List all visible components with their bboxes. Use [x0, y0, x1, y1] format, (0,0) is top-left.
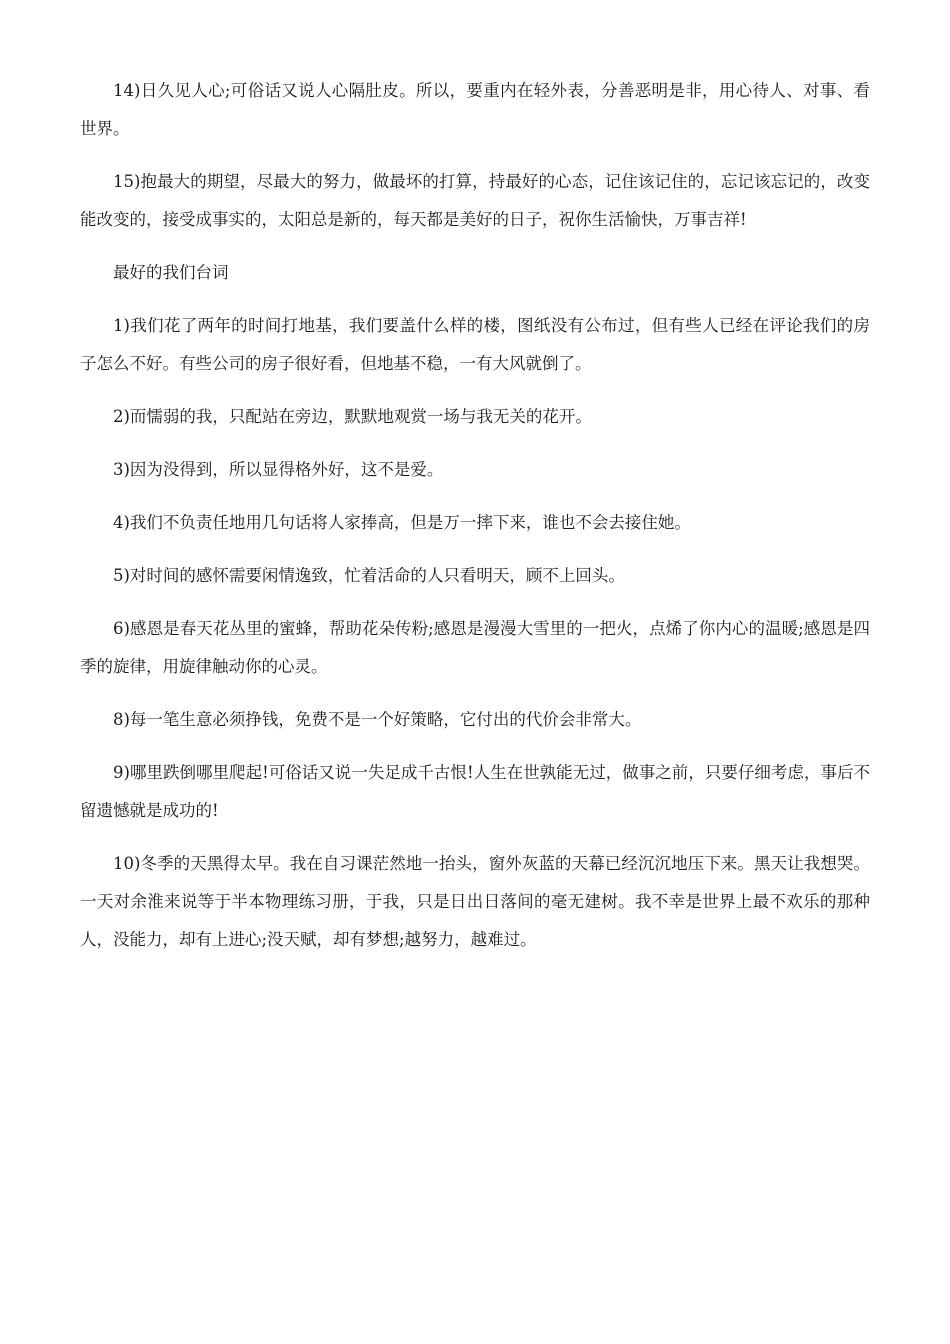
paragraph-5: 5)对时间的感怀需要闲情逸致，忙着活命的人只看明天，顾不上回头。: [113, 566, 625, 585]
section-heading: 最好的我们台词: [113, 263, 229, 282]
document-page: [80, 72, 870, 974]
paragraph-9: 9)哪里跌倒哪里爬起!可俗话又说一失足成千古恨!人生在世孰能无过，做事之前，只要仔细考虑，事后不留遗憾就是成功的!: [80, 763, 870, 820]
paragraph-4: 4)我们不负责任地用几句话将人家捧高，但是万一摔下来，谁也不会去接住她。: [113, 513, 691, 532]
paragraph-10: 10)冬季的天黑得太早。我在自习课茫然地一抬头，窗外灰蓝的天幕已经沉沉地压下来。黑天让我想哭。一天对余淮来说等于半本物理练习册，于我，只是日出日落间的毫无建树。我不幸是世界上最不欢乐的那种人，没能力，却有上进心;没天赋，却有梦想;越努力，越难过。: [80, 854, 870, 949]
paragraph-15: 15)抱最大的期望，尽最大的努力，做最坏的打算，持最好的心态，记住该记住的，忘记该忘记的，改变能改变的，接受成事实的，太阳总是新的，每天都是美好的日子，祝你生活愉快，万事吉祥!: [80, 172, 870, 229]
paragraph-6: 6)感恩是春天花丛里的蜜蜂，帮助花朵传粉;感恩是漫漫大雪里的一把火，点烯了你内心的温暖;感恩是四季的旋律，用旋律触动你的心灵。: [80, 619, 870, 676]
paragraph-3: 3)因为没得到，所以显得格外好，这不是爱。: [113, 460, 444, 479]
paragraph-14: 14)日久见人心;可俗话又说人心隔肚皮。所以，要重内在轻外表，分善恶明是非，用心待人、对事、看世界。: [80, 81, 870, 138]
paragraph-2: 2)而懦弱的我，只配站在旁边，默默地观赏一场与我无关的花开。: [113, 407, 592, 426]
paragraph-8: 8)每一笔生意必须挣钱，免费不是一个好策略，它付出的代价会非常大。: [113, 710, 642, 729]
paragraph-1: 1)我们花了两年的时间打地基，我们要盖什么样的楼，图纸没有公布过，但有些人已经在评论我们的房子怎么不好。有些公司的房子很好看，但地基不稳，一有大风就倒了。: [80, 316, 870, 373]
